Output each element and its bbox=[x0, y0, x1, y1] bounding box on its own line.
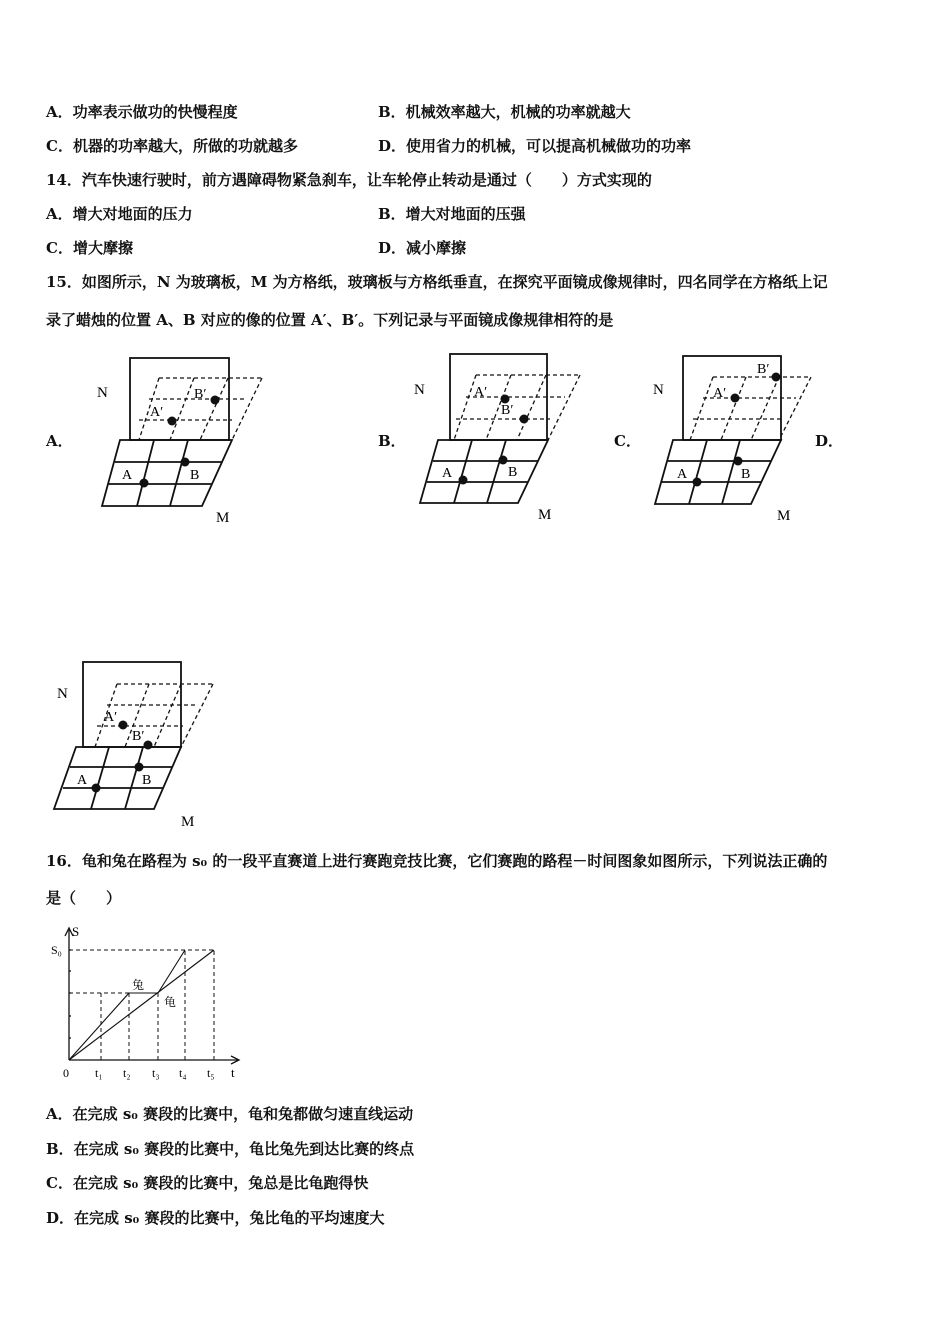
tick-t1: t₁ bbox=[95, 1066, 103, 1080]
q13-option-b: B．机械效率越大，机械的功率就越大 bbox=[378, 103, 631, 121]
t-axis-label: t bbox=[231, 1065, 235, 1080]
rabbit-label: 兔 bbox=[132, 978, 145, 992]
paper-m-label: M bbox=[216, 510, 230, 526]
distance-time-graph bbox=[48, 920, 248, 1085]
image-b-label: B′ bbox=[194, 387, 207, 402]
image-b-label: B′ bbox=[757, 362, 770, 377]
q13-option-a: A．功率表示做功的快慢程度 bbox=[46, 103, 238, 121]
point-b-label: B bbox=[190, 468, 200, 483]
glass-n-label: N bbox=[57, 686, 68, 702]
q14-option-d: D．减小摩擦 bbox=[378, 239, 467, 257]
paper-m-label: M bbox=[181, 814, 195, 830]
mirror-figure-b bbox=[410, 350, 600, 530]
tick-t4: t₄ bbox=[179, 1066, 187, 1080]
q16-stem-line2: 是（ ） bbox=[46, 889, 122, 907]
q14-option-b: B．增大对地面的压强 bbox=[378, 205, 526, 223]
q15-stem-line1: 15．如图所示，N 为玻璃板，M 为方格纸，玻璃板与方格纸垂直，在探究平面镜成像规律时，四名同学在方格纸上记 bbox=[46, 273, 828, 291]
image-a-label: A′ bbox=[713, 386, 727, 401]
glass-n-label: N bbox=[97, 385, 108, 401]
q15-label-a: A． bbox=[46, 432, 73, 450]
q16-option-a: A．在完成 s₀ 赛段的比赛中，龟和兔都做匀速直线运动 bbox=[46, 1105, 414, 1123]
tick-t5: t₅ bbox=[207, 1066, 215, 1080]
mirror-figure-d bbox=[48, 658, 228, 834]
paper-m-label: M bbox=[777, 508, 791, 524]
tick-t3: t₃ bbox=[152, 1066, 160, 1080]
mirror-figure-c bbox=[645, 352, 825, 532]
q16-option-b: B．在完成 s₀ 赛段的比赛中，龟比兔先到达比赛的终点 bbox=[46, 1140, 415, 1158]
q16-stem-line1: 16．龟和兔在路程为 s₀ 的一段平直赛道上进行赛跑竞技比赛，它们赛跑的路程－时间图象如图所示，下列说法正确的 bbox=[46, 852, 828, 870]
point-a-label: A bbox=[77, 773, 88, 788]
q15-label-c: C． bbox=[614, 432, 641, 450]
origin-label: 0 bbox=[63, 1066, 69, 1080]
image-b-label: B′ bbox=[132, 729, 145, 744]
paper-m-label: M bbox=[538, 507, 552, 523]
turtle-label: 龟 bbox=[164, 995, 177, 1009]
s-axis-label: S bbox=[72, 924, 80, 939]
q14-option-c: C．增大摩擦 bbox=[46, 239, 133, 257]
q16-option-d: D．在完成 s₀ 赛段的比赛中，兔比龟的平均速度大 bbox=[46, 1209, 385, 1227]
image-b-label: B′ bbox=[501, 403, 514, 418]
point-b-label: B bbox=[741, 467, 751, 482]
point-b-label: B bbox=[142, 773, 152, 788]
q15-stem-line2: 录了蜡烛的位置 A、B 对应的像的位置 A′、B′。下列记录与平面镜成像规律相符的是 bbox=[46, 311, 614, 329]
turtle-line bbox=[69, 950, 214, 1060]
image-a-label: A′ bbox=[104, 710, 118, 725]
glass-n-label: N bbox=[414, 382, 425, 398]
point-a-label: A bbox=[122, 468, 133, 483]
q13-option-c: C．机器的功率越大，所做的功就越多 bbox=[46, 137, 298, 155]
q14-stem: 14．汽车快速行驶时，前方遇障碍物紧急刹车，让车轮停止转动是通过（ ）方式实现的 bbox=[46, 171, 652, 189]
tick-t2: t₂ bbox=[123, 1066, 131, 1080]
q13-option-d: D．使用省力的机械，可以提高机械做功的功率 bbox=[378, 137, 692, 155]
q16-option-c: C．在完成 s₀ 赛段的比赛中，兔总是比龟跑得快 bbox=[46, 1174, 369, 1192]
glass-n-label: N bbox=[653, 382, 664, 398]
point-a-label: A bbox=[677, 467, 688, 482]
image-a-label: A′ bbox=[474, 385, 488, 400]
mirror-figure-a bbox=[90, 352, 280, 532]
q14-option-a: A．增大对地面的压力 bbox=[46, 205, 193, 223]
q15-label-b: B． bbox=[378, 432, 406, 450]
point-b-label: B bbox=[508, 465, 518, 480]
q15-label-d: D． bbox=[815, 432, 844, 450]
image-a-label: A′ bbox=[150, 405, 164, 420]
s0-label: S₀ bbox=[51, 943, 62, 957]
point-a-label: A bbox=[442, 466, 453, 481]
